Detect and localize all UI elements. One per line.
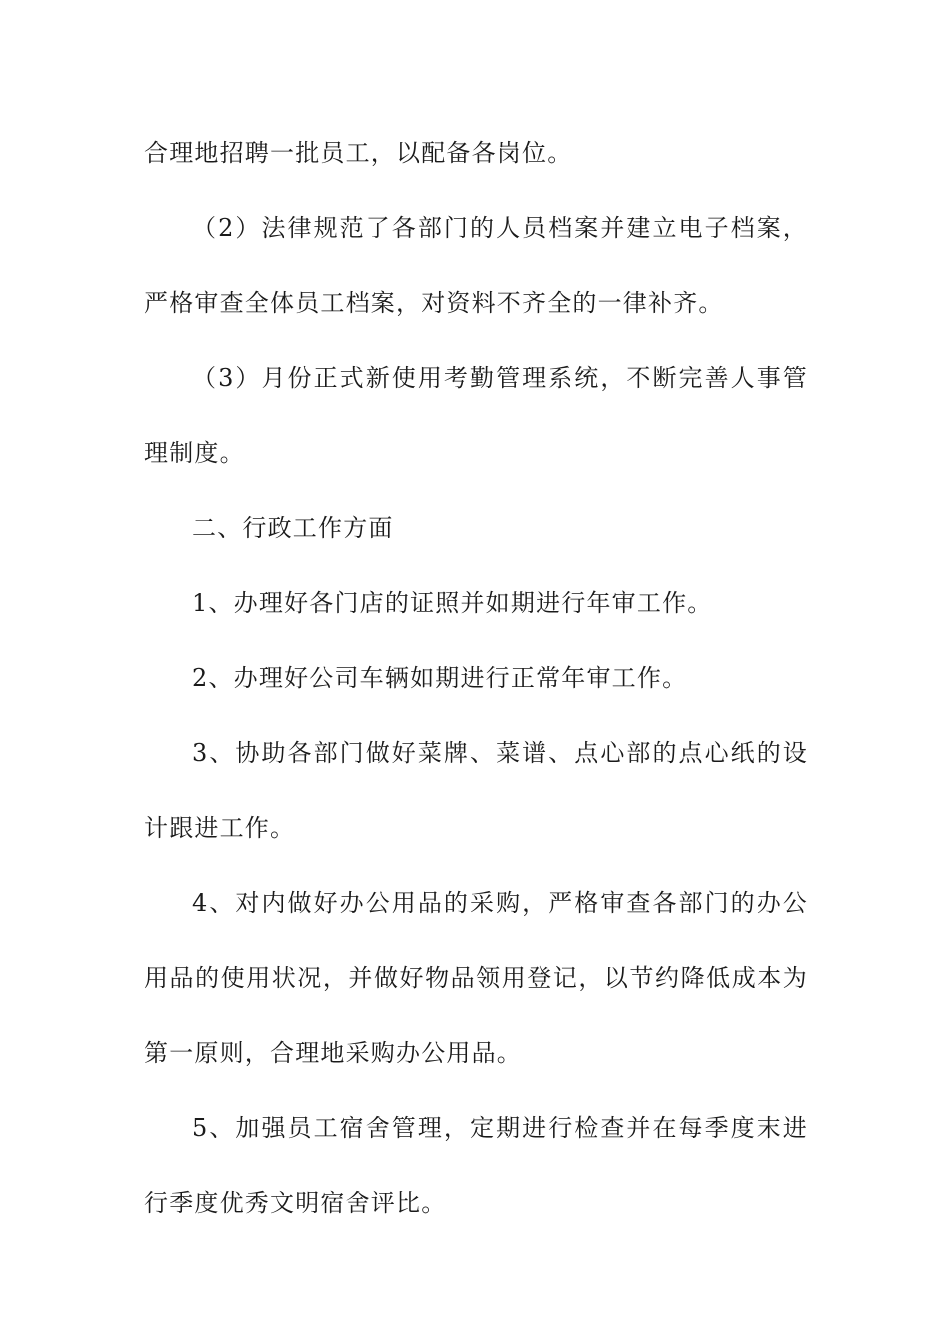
list-item-5: 5、加强员工宿舍管理，定期进行检查并在每季度末进行季度优秀文明宿舍评比。 [144, 1114, 808, 1217]
list-item-2: 2、办理好公司车辆如期进行正常年审工作。 [192, 664, 688, 692]
section-heading-admin-work: 二、行政工作方面 [192, 514, 394, 542]
paragraph-item-2: （2）法律规范了各部门的人员档案并建立电子档案，严格审查全体员工档案，对资料不齐全的一律补齐。 [144, 214, 808, 317]
list-item-3: 3、协助各部门做好菜牌、菜谱、点心部的点心纸的设计跟进工作。 [144, 739, 808, 842]
paragraph-continuation: 合理地招聘一批员工，以配备各岗位。 [144, 139, 573, 167]
list-item-1: 1、办理好各门店的证照并如期进行年审工作。 [192, 589, 713, 617]
list-item-4: 4、对内做好办公用品的采购，严格审查各部门的办公用品的使用状况，并做好物品领用登记，以节约降低成本为第一原则，合理地采购办公用品。 [144, 889, 808, 1067]
document-body [144, 116, 808, 1241]
paragraph-item-3: （3）月份正式新使用考勤管理系统，不断完善人事管理制度。 [144, 364, 808, 467]
